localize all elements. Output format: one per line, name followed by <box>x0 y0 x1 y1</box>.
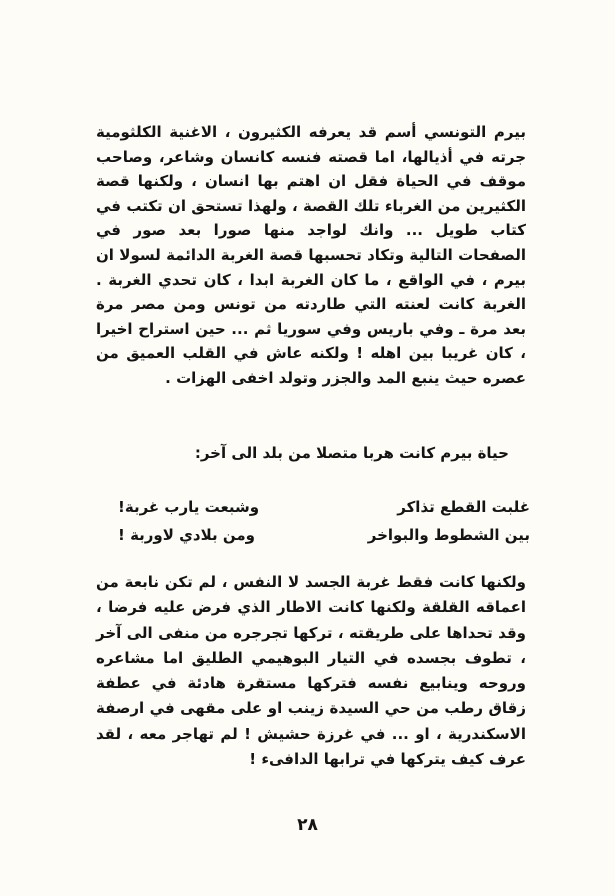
verse-right-hemistich: غلبت القطع تذاكر <box>397 498 530 516</box>
text-line: مرة ـ وفي باريس وفي سوريا ثم ... حين استراح اخيرا ، <box>96 319 526 363</box>
text-line: مشاعره وروحه وينابيع نفسه فتركها مستقرة هادئة في عطفة <box>96 648 526 693</box>
text-line: كان غريبا بين اهله ! ولكنه عاش في القلب العميق من عصره <box>96 344 526 387</box>
text-line: الغربة كانت لعنته التي طاردته من تونس ومن مصر مرة بعد <box>96 295 526 338</box>
text-line: ان بيرم ، في الواقع ، ما كان الغربة ابدا ، كان تحدي الغربة . <box>96 245 526 289</box>
poem <box>118 493 530 549</box>
text-line: زقاق رطب من حي السيدة زينب او على مقهى في ارصفة <box>96 699 526 718</box>
text-line: الاسكندرية ، او ... في غرزة حشيش ! لم تهاجر معه ، لقد <box>96 724 526 743</box>
text-line: وصاحب موقف في الحياة فقل ان اهتم بها انسان ، ولكنها <box>96 147 526 191</box>
text-line: بيرم التونسي أسم قد يعرفه الكثيرون ، الاغنية <box>169 123 526 141</box>
text-line: الكلثومية جرته في أذيالها، اما قصته فنسه كانسان وشاعر، <box>96 123 526 166</box>
verse-left-hemistich: وشبعت يارب غربة! <box>118 498 260 516</box>
text-line: في الصفحات التالية وتكاد تحسبها قصة الغربة الدائمة لسولا <box>96 221 526 264</box>
text-line: حيث ينبع المد والجزر وتولد اخفى الهزات . <box>165 368 478 387</box>
verse-right-hemistich: بين الشطوط والبواخر <box>367 526 530 544</box>
text-line: الى آخر ، تطوف بجسده في التيار البوهيمي الطليق اما <box>96 623 526 667</box>
verse-left-hemistich: ومن بلادي لاوربة ! <box>118 526 255 544</box>
text-line: عرف كيف يتركها في ترابها الدافىء ! <box>249 750 526 769</box>
text-line: تكتب في كتاب طويل ... وانك لواجد منها صورا بعد صور <box>96 196 526 240</box>
text-line: فرضا ، وقد تحداها على طريقته ، تركها تجرجره من منفى <box>96 598 526 642</box>
paragraph-1 <box>96 120 526 391</box>
page-number: ٢٨ <box>297 815 318 835</box>
text-line: ولكنها كانت فقط غربة الجسد لا النفس ، لم تكن <box>164 573 527 591</box>
text-line: قصة الكثيرين من الغرباء تلك القصة ، ولهذا تستحق ان <box>96 172 526 215</box>
poem-intro: حياة بيرم كانت هربا متصلا من بلد الى آخر: <box>194 444 509 462</box>
poem-verse <box>118 493 530 521</box>
paragraph-2 <box>96 570 526 772</box>
text-line: نابعة من اعماقه القلقة ولكنها كانت الاطار الذي فرض عليه <box>96 573 526 617</box>
poem-verse <box>118 521 530 549</box>
